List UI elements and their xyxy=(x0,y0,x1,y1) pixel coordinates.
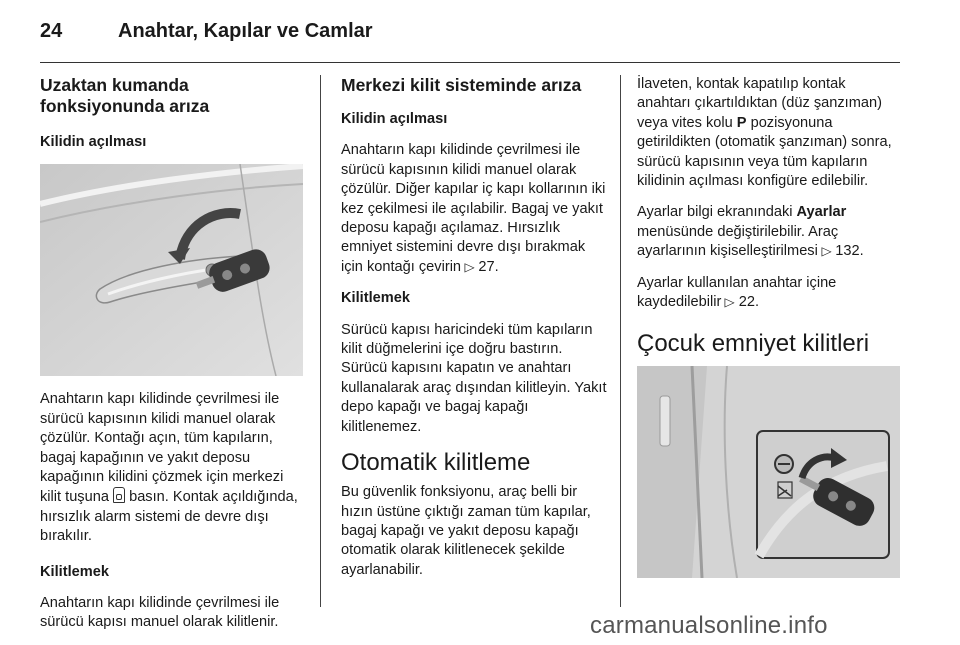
column-divider-2 xyxy=(620,75,621,607)
page-reference-arrow-icon: ▷ xyxy=(724,295,736,310)
column-divider-1 xyxy=(320,75,321,607)
paragraph-auto-lock: Bu güvenlik fonksiyonu, araç belli bir hızın üstüne çıktığı zaman tüm kapılar, bagaj kapağı ve yakıt deposu kapağı otomatik olarak kilitlenecek şekilde ayarlanabilir. xyxy=(341,484,591,578)
paragraph-settings: Ayarlar bilgi ekranındaki Ayarlar menüsünde değiştirilebilir. Araç ayarlarının kişiselleştirilmesi ▷ 132. xyxy=(637,203,903,261)
page-title: Anahtar, Kapılar ve Camlar xyxy=(118,20,373,42)
page-number: 24 xyxy=(40,20,63,42)
watermark: carmanualsonline.info xyxy=(590,612,828,639)
column-2 xyxy=(341,75,609,592)
child-lock-figure xyxy=(637,366,903,578)
page-reference[interactable]: 132. xyxy=(835,243,864,260)
header-rule xyxy=(40,62,900,63)
section-heading-auto-lock: Otomatik kilitleme xyxy=(341,449,531,477)
paragraph-lock-2: Sürücü kapısı haricindeki tüm kapıların kilit düğmelerini içe doğru bastırın. Sürücü kapısını kapatın ve anahtarı kullanalarak araç dışından kilitleyin. Yakıt depo kapağı ve bagaj kapağı kilitlenemez. xyxy=(341,321,607,435)
page-reference[interactable]: 22. xyxy=(738,294,760,311)
page-reference[interactable]: 27. xyxy=(478,258,499,275)
subheading-unlock: Kilidin açılması xyxy=(40,134,147,150)
subheading-lock-2: Kilitlemek xyxy=(341,290,410,307)
section-heading-central-lock-failure: Merkezi kilit sisteminde arıza xyxy=(341,75,582,95)
gear-position: P xyxy=(736,114,747,131)
section-heading-remote-failure: Uzaktan kumanda fonksiyonunda arıza xyxy=(40,75,210,116)
column-3 xyxy=(637,75,903,578)
unlock-button-icon xyxy=(113,487,125,503)
page-reference-arrow-icon: ▷ xyxy=(821,244,832,259)
paragraph-unlock: Anahtarın kapı kilidinde çevrilmesi ile sürücü kapısının kilidi manuel olarak çözülür. Kontağı açın, tüm kapıların, bagaj kapağının ve yakıt deposu kapağının kilidini çözmek için merkezi kilit tuşuna basın. Kontak açıldığında, hırsızlık alarm sistemi de devre dışı bırakılır. xyxy=(40,391,298,545)
section-heading-child-locks: Çocuk emniyet kilitleri xyxy=(637,330,870,358)
paragraph-key-storage: Ayarlar kullanılan anahtar içine kaydedilebilir ▷ 22. xyxy=(637,274,903,313)
paragraph-unlock-2: Anahtarın kapı kilidinde çevrilmesi ile sürücü kapısının kilidi manuel olarak çözülür. Diğer kapılar iç kapı kollarının iki kez çekilmesi ile açılabilir. Bagaj ve yakıt deposu kapağı açılamaz. Hırsızlık emniyet sistemini devre dışı bırakmak için kontağı çevirin ▷ 27. xyxy=(341,141,609,277)
subheading-unlock-2: Kilidin açılması xyxy=(341,111,448,127)
door-lock-figure xyxy=(40,164,308,376)
page-header xyxy=(40,20,373,50)
column-1 xyxy=(40,75,308,645)
settings-menu-label: Ayarlar xyxy=(796,204,847,221)
paragraph-unlock-config: İlaveten, kontak kapatılıp kontak anahtarı çıkartıldıktan (düz şanzıman) veya vites kolu P pozisyonuna getirildikten (otomatik şanzıman) sonra, sürücü kapısının veya tüm kapıların kilidinin açılması konfigüre edilebilir. xyxy=(637,76,892,190)
page-reference-arrow-icon: ▷ xyxy=(464,259,475,274)
subheading-lock: Kilitlemek xyxy=(40,563,109,580)
paragraph-lock: Anahtarın kapı kilidinde çevrilmesi ile sürücü kapısı manuel olarak kilitlenir. xyxy=(40,595,280,631)
